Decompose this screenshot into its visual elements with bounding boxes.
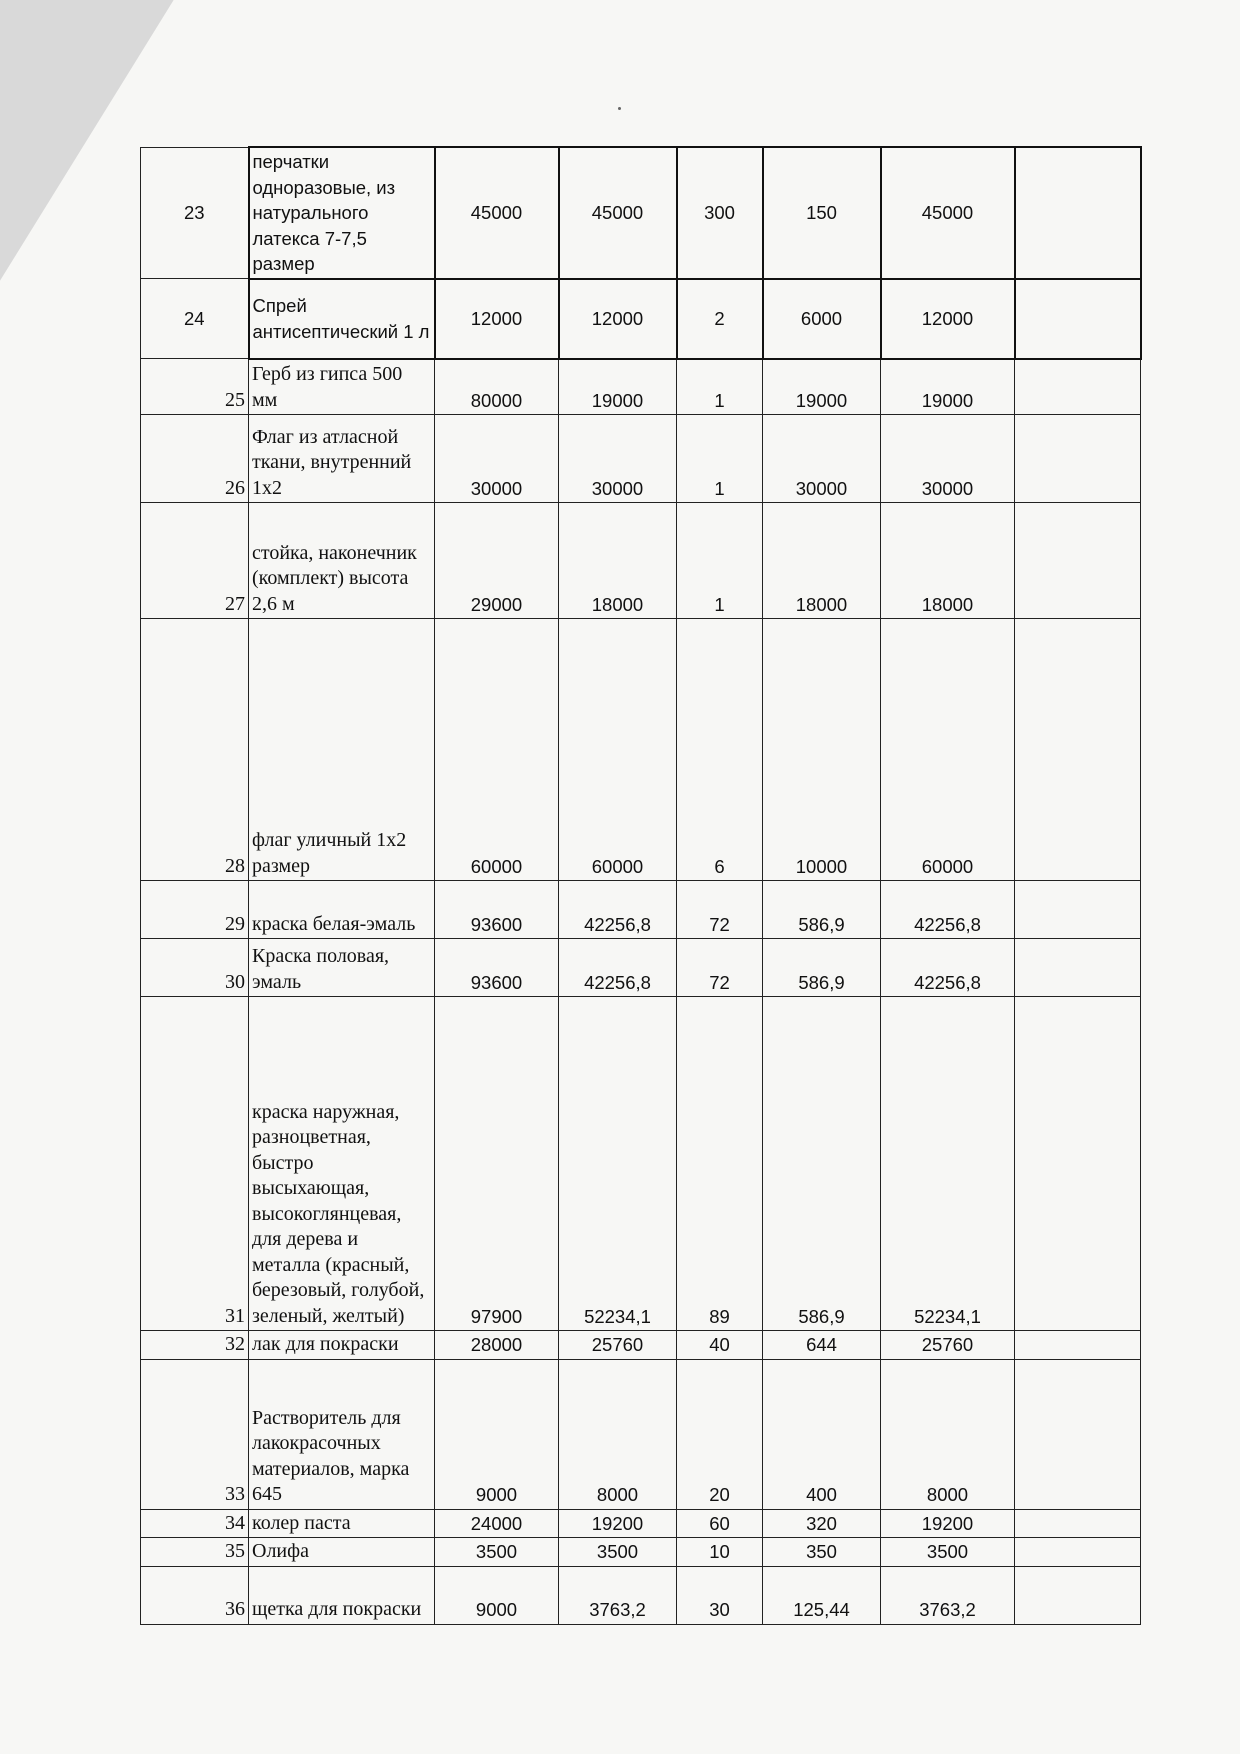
- value-col5: 300: [677, 147, 763, 279]
- table-row: [141, 503, 1141, 619]
- value-col3: 97900: [435, 997, 559, 1331]
- value-col8: [1015, 1538, 1141, 1567]
- value-col4: 3500: [559, 1538, 677, 1567]
- row-number: 25: [141, 359, 249, 415]
- value-col8: [1015, 359, 1141, 415]
- value-col6: 18000: [763, 503, 881, 619]
- value-col5: 20: [677, 1359, 763, 1509]
- value-col3: 24000: [435, 1509, 559, 1538]
- value-col7: 3500: [881, 1538, 1015, 1567]
- value-col7: 8000: [881, 1359, 1015, 1509]
- value-col6: 586,9: [763, 881, 881, 939]
- value-col4: 19000: [559, 359, 677, 415]
- row-number: 36: [141, 1566, 249, 1624]
- value-col6: 586,9: [763, 939, 881, 997]
- value-col5: 1: [677, 415, 763, 503]
- item-name: щетка для покраски: [249, 1566, 435, 1624]
- value-col4: 8000: [559, 1359, 677, 1509]
- value-col7: 52234,1: [881, 997, 1015, 1331]
- value-col3: 29000: [435, 503, 559, 619]
- table-row: [141, 1538, 1141, 1567]
- value-col5: 30: [677, 1566, 763, 1624]
- value-col7: 25760: [881, 1331, 1015, 1360]
- row-number: 35: [141, 1538, 249, 1567]
- value-col4: 12000: [559, 279, 677, 359]
- value-col3: 45000: [435, 147, 559, 279]
- value-col3: 3500: [435, 1538, 559, 1567]
- value-col7: 12000: [881, 279, 1015, 359]
- value-col6: 644: [763, 1331, 881, 1360]
- value-col3: 80000: [435, 359, 559, 415]
- row-number: 34: [141, 1509, 249, 1538]
- item-name: лак для покраски: [249, 1331, 435, 1360]
- item-name: Олифа: [249, 1538, 435, 1567]
- value-col7: 42256,8: [881, 939, 1015, 997]
- row-number: 32: [141, 1331, 249, 1360]
- value-col6: 6000: [763, 279, 881, 359]
- items-table: [140, 146, 1142, 1625]
- value-col5: 6: [677, 619, 763, 881]
- value-col4: 60000: [559, 619, 677, 881]
- item-name: краска наружная, разноцветная, быстро высыхающая, высокоглянцевая, для дерева и металла (красный, березовый, голубой, зеленый, желтый): [249, 997, 435, 1331]
- value-col6: 10000: [763, 619, 881, 881]
- item-name: Герб из гипса 500 мм: [249, 359, 435, 415]
- value-col4: 25760: [559, 1331, 677, 1360]
- value-col8: [1015, 619, 1141, 881]
- table-row: [141, 881, 1141, 939]
- value-col8: [1015, 503, 1141, 619]
- value-col8: [1015, 1359, 1141, 1509]
- value-col7: 30000: [881, 415, 1015, 503]
- item-name: краска белая-эмаль: [249, 881, 435, 939]
- value-col4: 52234,1: [559, 997, 677, 1331]
- value-col8: [1015, 279, 1141, 359]
- value-col4: 42256,8: [559, 939, 677, 997]
- value-col3: 12000: [435, 279, 559, 359]
- item-name: стойка, наконечник (комплект) высота 2,6 м: [249, 503, 435, 619]
- value-col6: 350: [763, 1538, 881, 1567]
- table-row: [141, 279, 1141, 359]
- value-col5: 60: [677, 1509, 763, 1538]
- value-col7: 42256,8: [881, 881, 1015, 939]
- value-col4: 18000: [559, 503, 677, 619]
- row-number: 24: [141, 279, 249, 359]
- value-col3: 93600: [435, 881, 559, 939]
- value-col6: 400: [763, 1359, 881, 1509]
- row-number: 33: [141, 1359, 249, 1509]
- value-col4: 30000: [559, 415, 677, 503]
- row-number: 23: [141, 147, 249, 279]
- value-col3: 30000: [435, 415, 559, 503]
- value-col8: [1015, 881, 1141, 939]
- value-col5: 40: [677, 1331, 763, 1360]
- value-col6: 150: [763, 147, 881, 279]
- table-row: [141, 1509, 1141, 1538]
- value-col3: 28000: [435, 1331, 559, 1360]
- scan-speck: [618, 107, 621, 110]
- value-col7: 60000: [881, 619, 1015, 881]
- table-row: [141, 939, 1141, 997]
- item-name: Спрей антисептический 1 л: [249, 279, 435, 359]
- value-col7: 19000: [881, 359, 1015, 415]
- value-col5: 1: [677, 503, 763, 619]
- value-col8: [1015, 939, 1141, 997]
- value-col3: 9000: [435, 1359, 559, 1509]
- value-col3: 9000: [435, 1566, 559, 1624]
- row-number: 27: [141, 503, 249, 619]
- value-col8: [1015, 1566, 1141, 1624]
- value-col8: [1015, 1331, 1141, 1360]
- table-row: [141, 415, 1141, 503]
- row-number: 28: [141, 619, 249, 881]
- value-col6: 30000: [763, 415, 881, 503]
- value-col5: 1: [677, 359, 763, 415]
- value-col7: 18000: [881, 503, 1015, 619]
- value-col8: [1015, 997, 1141, 1331]
- row-number: 30: [141, 939, 249, 997]
- value-col8: [1015, 415, 1141, 503]
- value-col7: 19200: [881, 1509, 1015, 1538]
- table-body: [141, 147, 1141, 1624]
- value-col8: [1015, 1509, 1141, 1538]
- value-col6: 586,9: [763, 997, 881, 1331]
- value-col7: 45000: [881, 147, 1015, 279]
- value-col5: 72: [677, 939, 763, 997]
- value-col6: 19000: [763, 359, 881, 415]
- table-row: [141, 619, 1141, 881]
- table-row: [141, 997, 1141, 1331]
- value-col6: 320: [763, 1509, 881, 1538]
- table-row: [141, 1359, 1141, 1509]
- row-number: 29: [141, 881, 249, 939]
- row-number: 26: [141, 415, 249, 503]
- item-name: Краска половая, эмаль: [249, 939, 435, 997]
- item-name: флаг уличный 1x2 размер: [249, 619, 435, 881]
- value-col4: 42256,8: [559, 881, 677, 939]
- value-col4: 45000: [559, 147, 677, 279]
- item-name: Флаг из атласной ткани, внутренний 1x2: [249, 415, 435, 503]
- value-col4: 19200: [559, 1509, 677, 1538]
- item-name: перчатки одноразовые, из натурального латекса 7-7,5 размер: [249, 147, 435, 279]
- value-col5: 2: [677, 279, 763, 359]
- value-col6: 125,44: [763, 1566, 881, 1624]
- value-col5: 89: [677, 997, 763, 1331]
- table-row: [141, 1331, 1141, 1360]
- item-name: Растворитель для лакокрасочных материалов, марка 645: [249, 1359, 435, 1509]
- value-col4: 3763,2: [559, 1566, 677, 1624]
- row-number: 31: [141, 997, 249, 1331]
- value-col3: 93600: [435, 939, 559, 997]
- value-col8: [1015, 147, 1141, 279]
- value-col5: 72: [677, 881, 763, 939]
- value-col5: 10: [677, 1538, 763, 1567]
- value-col7: 3763,2: [881, 1566, 1015, 1624]
- table-row: [141, 1566, 1141, 1624]
- item-name: колер паста: [249, 1509, 435, 1538]
- table-row: [141, 359, 1141, 415]
- table-row: [141, 147, 1141, 279]
- value-col3: 60000: [435, 619, 559, 881]
